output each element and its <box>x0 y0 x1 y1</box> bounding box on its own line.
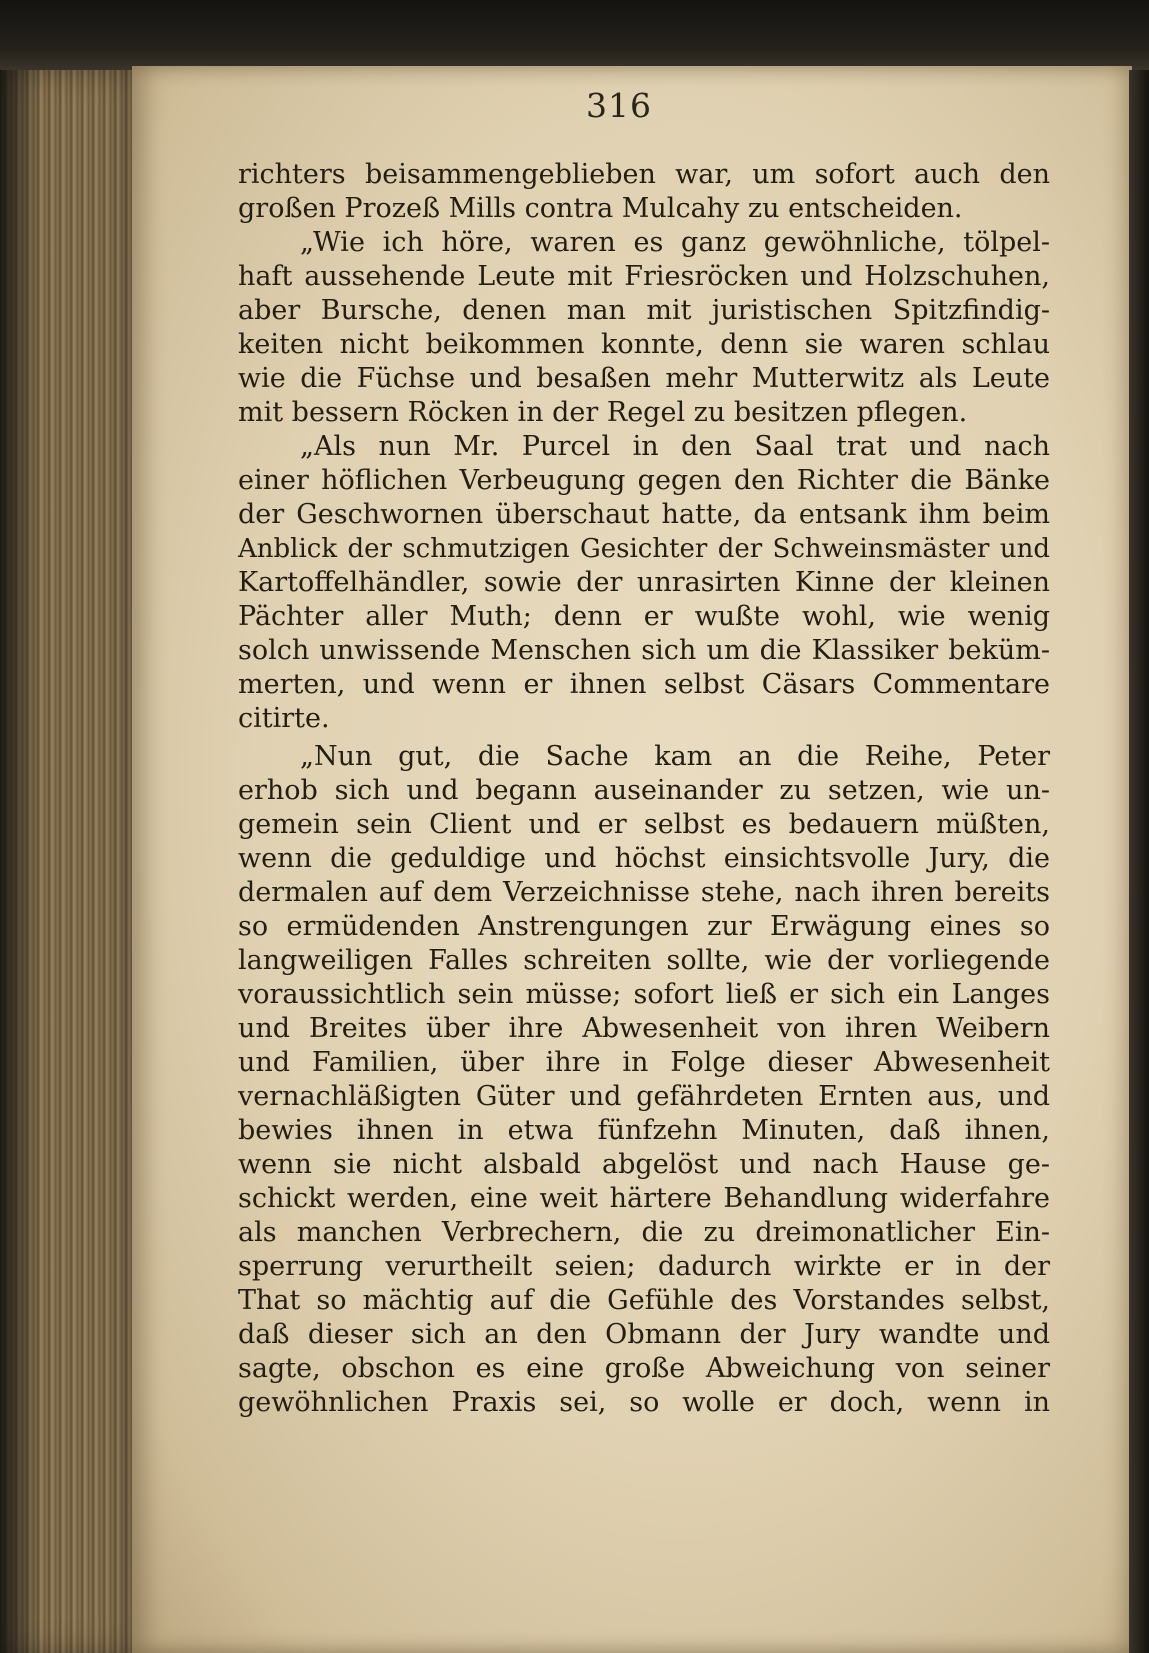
text-line: sagte, obschon es eine große Abweichung von seiner <box>238 1353 1050 1384</box>
text-line: mit bessern Röcken in der Regel zu besitzen pflegen. <box>238 397 968 428</box>
scan-background-right <box>1129 70 1149 1653</box>
text-line: Kartoffelhändler, sowie der unrasirten Kinne der kleinen <box>238 567 1050 598</box>
text-line: so ermüdenden Anstrengungen zur Erwägung eines so <box>238 911 1050 942</box>
body-text <box>238 158 1050 1458</box>
text-line: vernachläßigten Güter und gefährdeten Ernten aus, und <box>238 1081 1050 1112</box>
text-line: gemein sein Client und er selbst es bedauern müßten, <box>238 809 1050 840</box>
text-line: daß dieser sich an den Obmann der Jury wandte und <box>238 1319 1050 1350</box>
text-line: und Familien, über ihre in Folge dieser Abwesenheit <box>238 1047 1050 1078</box>
text-line: bewies ihnen in etwa fünfzehn Minuten, daß ihnen, <box>238 1115 1050 1146</box>
text-line: „Wie ich höre, waren es ganz gewöhnliche, tölpel- <box>300 227 1050 258</box>
text-line: dermalen auf dem Verzeichnisse stehe, nach ihren bereits <box>238 877 1050 908</box>
text-line: merten, und wenn er ihnen selbst Cäsars Commentare <box>238 669 1050 700</box>
text-line: richters beisammengeblieben war, um sofort auch den <box>238 159 1050 190</box>
text-line: „Als nun Mr. Purcel in den Saal trat und nach <box>300 431 1050 462</box>
text-line: gewöhnlichen Praxis sei, so wolle er doch, wenn in <box>238 1387 1050 1418</box>
text-line: einer höflichen Verbeugung gegen den Richter die Bänke <box>238 465 1050 496</box>
text-line: und Breites über ihre Abwesenheit von ihren Weibern <box>238 1013 1050 1044</box>
text-line: sperrung verurtheilt seien; dadurch wirkte er in der <box>238 1251 1050 1282</box>
text-line: citirte. <box>238 703 330 734</box>
text-line: wenn sie nicht alsbald abgelöst und nach Hause ge- <box>238 1149 1050 1180</box>
text-line: als manchen Verbrechern, die zu dreimonatlicher Ein- <box>238 1217 1050 1248</box>
scan-background-top <box>0 0 1149 70</box>
text-line: „Nun gut, die Sache kam an die Reihe, Peter <box>300 741 1050 772</box>
text-line: erhob sich und begann auseinander zu setzen, wie un- <box>238 775 1050 806</box>
text-line: solch unwissende Menschen sich um die Klassiker beküm- <box>238 635 1050 666</box>
text-line: wenn die geduldige und höchst einsichtsvolle Jury, die <box>238 843 1050 874</box>
text-line: voraussichtlich sein müsse; sofort ließ er sich ein Langes <box>238 979 1050 1010</box>
page-number: 316 <box>586 86 652 125</box>
text-line: schickt werden, eine weit härtere Behandlung widerfahre <box>238 1183 1050 1214</box>
text-line: der Geschwornen überschaut hatte, da entsank ihm beim <box>238 499 1050 530</box>
text-line: langweiligen Falles schreiten sollte, wie der vorliegende <box>238 945 1050 976</box>
text-line: Anblick der schmutzigen Gesichter der Schweinsmäster und <box>238 534 1050 564</box>
text-line: That so mächtig auf die Gefühle des Vorstandes selbst, <box>238 1285 1050 1316</box>
text-line: wie die Füchse und besaßen mehr Mutterwitz als Leute <box>238 363 1050 394</box>
stacked-page-edges <box>0 70 150 1653</box>
text-line: aber Bursche, denen man mit juristischen Spitzfindig- <box>238 295 1050 326</box>
text-line: großen Prozeß Mills contra Mulcahy zu entscheiden. <box>238 193 963 224</box>
text-line: Pächter aller Muth; denn er wußte wohl, wie wenig <box>238 601 1050 632</box>
text-line: haft aussehende Leute mit Friesröcken und Holzschuhen, <box>238 261 1050 292</box>
text-line: keiten nicht beikommen konnte, denn sie waren schlau <box>238 329 1050 360</box>
